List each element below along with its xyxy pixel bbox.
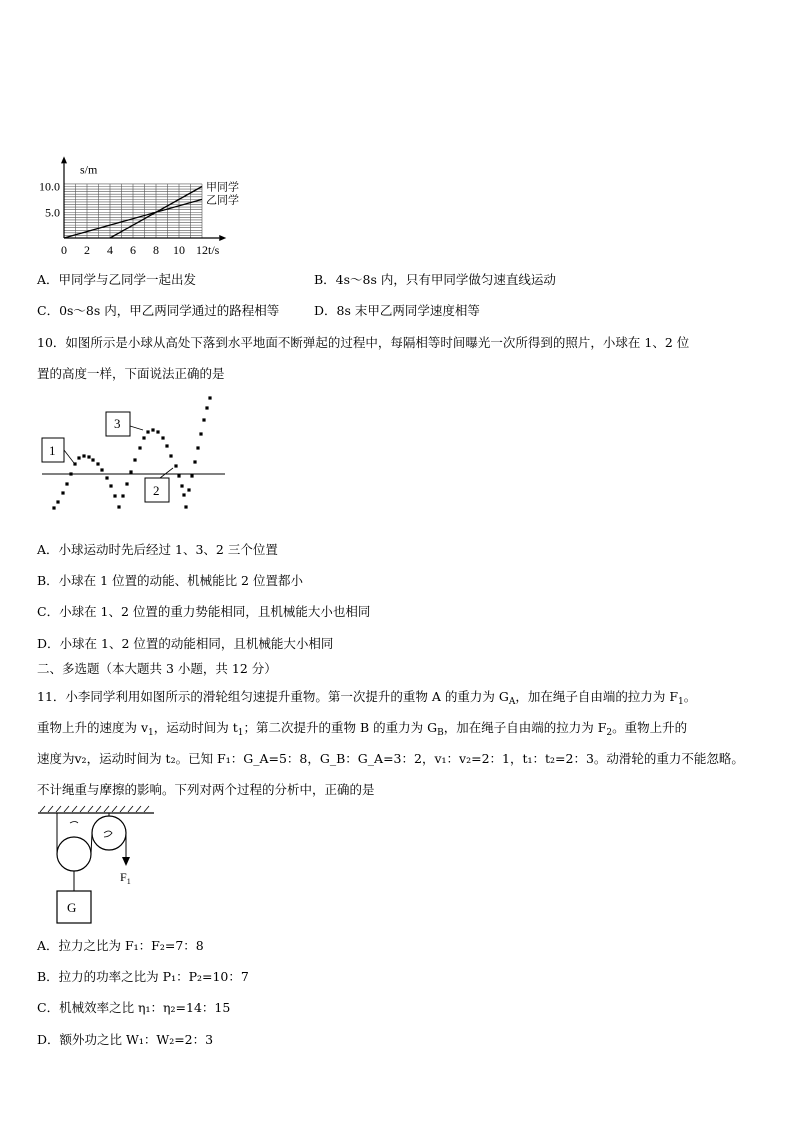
- series-label-2: 乙同学: [206, 194, 239, 207]
- q11-option-c[interactable]: C．机械效率之比 η₁：η₂=14：15: [37, 1000, 231, 1015]
- y-tick-label: 5.0: [45, 205, 60, 220]
- ball-dot: [133, 458, 136, 461]
- x-tick-label: 8: [153, 243, 159, 257]
- force-label: $F_1$: [120, 870, 131, 886]
- q11-stem-3: 速度为v₂，运动时间为 t₂。已知 F₁：G_A=5：8，G_B：G_A=3：2，v₁：v₂=2：1，t₁：t₂=2：3。动滑轮的重力不能忽略。: [37, 751, 744, 766]
- ball-dot: [208, 396, 211, 399]
- ball-dot: [193, 460, 196, 463]
- ball-dot: [100, 468, 103, 471]
- ball-dot: [180, 484, 183, 487]
- series-label-1: 甲同学: [206, 181, 239, 194]
- q11-stem-4: 不计绳重与摩擦的影响。下列对两个过程的分析中，正确的是: [37, 782, 375, 797]
- ball-dot: [156, 430, 159, 433]
- q10-option-c[interactable]: C．小球在 1、2 位置的重力势能相同，且机械能大小也相同: [37, 604, 371, 619]
- q10-option-a[interactable]: A．小球运动时先后经过 1、3、2 三个位置: [37, 542, 278, 557]
- ball-dot: [190, 474, 193, 477]
- bouncing-ball-figure: [30, 390, 240, 530]
- label-3: 3: [114, 416, 121, 431]
- q9-option-d[interactable]: D．8s 末甲乙两同学速度相等: [314, 303, 480, 318]
- fixed-pulley: [92, 816, 126, 850]
- ball-dot: [165, 444, 168, 447]
- q10-stem-2: 置的高度一样，下面说法正确的是: [37, 366, 225, 381]
- x-axis-arrow-icon: [219, 235, 226, 241]
- q9-option-a[interactable]: A．甲同学与乙同学一起出发: [37, 272, 197, 287]
- ball-dot: [182, 493, 185, 496]
- y-axis-label: s/m: [80, 162, 98, 177]
- q11-option-a[interactable]: A．拉力之比为 F₁：F₂=7：8: [37, 938, 204, 953]
- weight-label: G: [67, 900, 77, 915]
- ball-dot: [52, 506, 55, 509]
- arrow-down-icon: [122, 857, 130, 866]
- ball-dot: [205, 406, 208, 409]
- x-tick-label: 12: [196, 243, 208, 257]
- ball-dot: [87, 455, 90, 458]
- x-tick-label: 4: [107, 243, 113, 257]
- q10-stem-1: 10．如图所示是小球从高处下落到水平地面不断弹起的过程中，每隔相等时间曝光一次所得到的照片，小球在 1、2 位: [37, 335, 690, 350]
- ball-dot: [96, 462, 99, 465]
- ball-dot: [105, 476, 108, 479]
- ball-dot: [161, 436, 164, 439]
- ball-dot: [138, 446, 141, 449]
- ball-dots: [52, 396, 211, 509]
- y-tick-label: 10.0: [39, 179, 60, 194]
- ball-dot: [184, 505, 187, 508]
- ball-dot: [202, 418, 205, 421]
- q11-stem-2: 重物上升的速度为 $v_1$，运动时间为 $t_1$；第二次提升的重物 B 的重力为 $G_B$，加在绳子自由端的拉力为 $F_2$。重物上升的: [37, 720, 688, 738]
- q11-option-d[interactable]: D．额外功之比 W₁：W₂=2：3: [37, 1032, 214, 1047]
- ball-dot: [117, 505, 120, 508]
- ceiling-hatch: [40, 806, 149, 812]
- ball-dot: [146, 430, 149, 433]
- movable-pulley: [57, 837, 91, 871]
- ball-dot: [125, 482, 128, 485]
- ball-dot: [91, 458, 94, 461]
- y-axis-arrow-icon: [61, 156, 67, 163]
- section-heading: 二、多选题（本大题共 3 小题，共 12 分）: [37, 661, 277, 676]
- ball-dot: [169, 454, 172, 457]
- ball-dot: [196, 446, 199, 449]
- ball-dot: [177, 474, 180, 477]
- ball-dot: [199, 432, 202, 435]
- ball-dot: [129, 470, 132, 473]
- ball-dot: [65, 482, 68, 485]
- ball-dot: [82, 454, 85, 457]
- grid: [64, 184, 202, 238]
- label-1: 1: [49, 443, 56, 458]
- ball-dot: [142, 436, 145, 439]
- x-tick-label: 6: [130, 243, 136, 257]
- x-tick-label: 2: [84, 243, 90, 257]
- ball-dot: [69, 472, 72, 475]
- q11-stem-1: 11．小李同学利用如图所示的滑轮组匀速提升重物。第一次提升的重物 A 的重力为 $G_A$，加在绳子自由端的拉力为 $F_1$。: [37, 689, 697, 707]
- ball-dot: [56, 500, 59, 503]
- q11-option-b[interactable]: B．拉力的功率之比为 P₁：P₂=10：7: [37, 969, 249, 984]
- q10-option-b[interactable]: B．小球在 1 位置的动能、机械能比 2 位置都小: [37, 573, 303, 588]
- pulley-figure: [36, 805, 166, 930]
- ball-dot: [151, 428, 154, 431]
- x-tick-label: 0: [61, 243, 67, 257]
- q9-option-b[interactable]: B．4s～8s 内，只有甲同学做匀速直线运动: [314, 272, 556, 287]
- q10-option-d[interactable]: D．小球在 1、2 位置的动能相同，且机械能大小相同: [37, 636, 334, 651]
- ball-dot: [121, 494, 124, 497]
- ball-dot: [61, 491, 64, 494]
- label-2: 2: [153, 483, 160, 498]
- q9-chart: [30, 78, 250, 263]
- q9-option-c[interactable]: C．0s～8s 内，甲乙两同学通过的路程相等: [37, 303, 280, 318]
- ball-dot: [187, 488, 190, 491]
- ball-dot: [174, 464, 177, 467]
- ball-dot: [113, 494, 116, 497]
- x-tick-label: 10: [173, 243, 185, 257]
- st-graph: [30, 78, 250, 263]
- ball-dot: [77, 456, 80, 459]
- ball-dot: [109, 484, 112, 487]
- x-axis-label: t/s: [208, 243, 220, 257]
